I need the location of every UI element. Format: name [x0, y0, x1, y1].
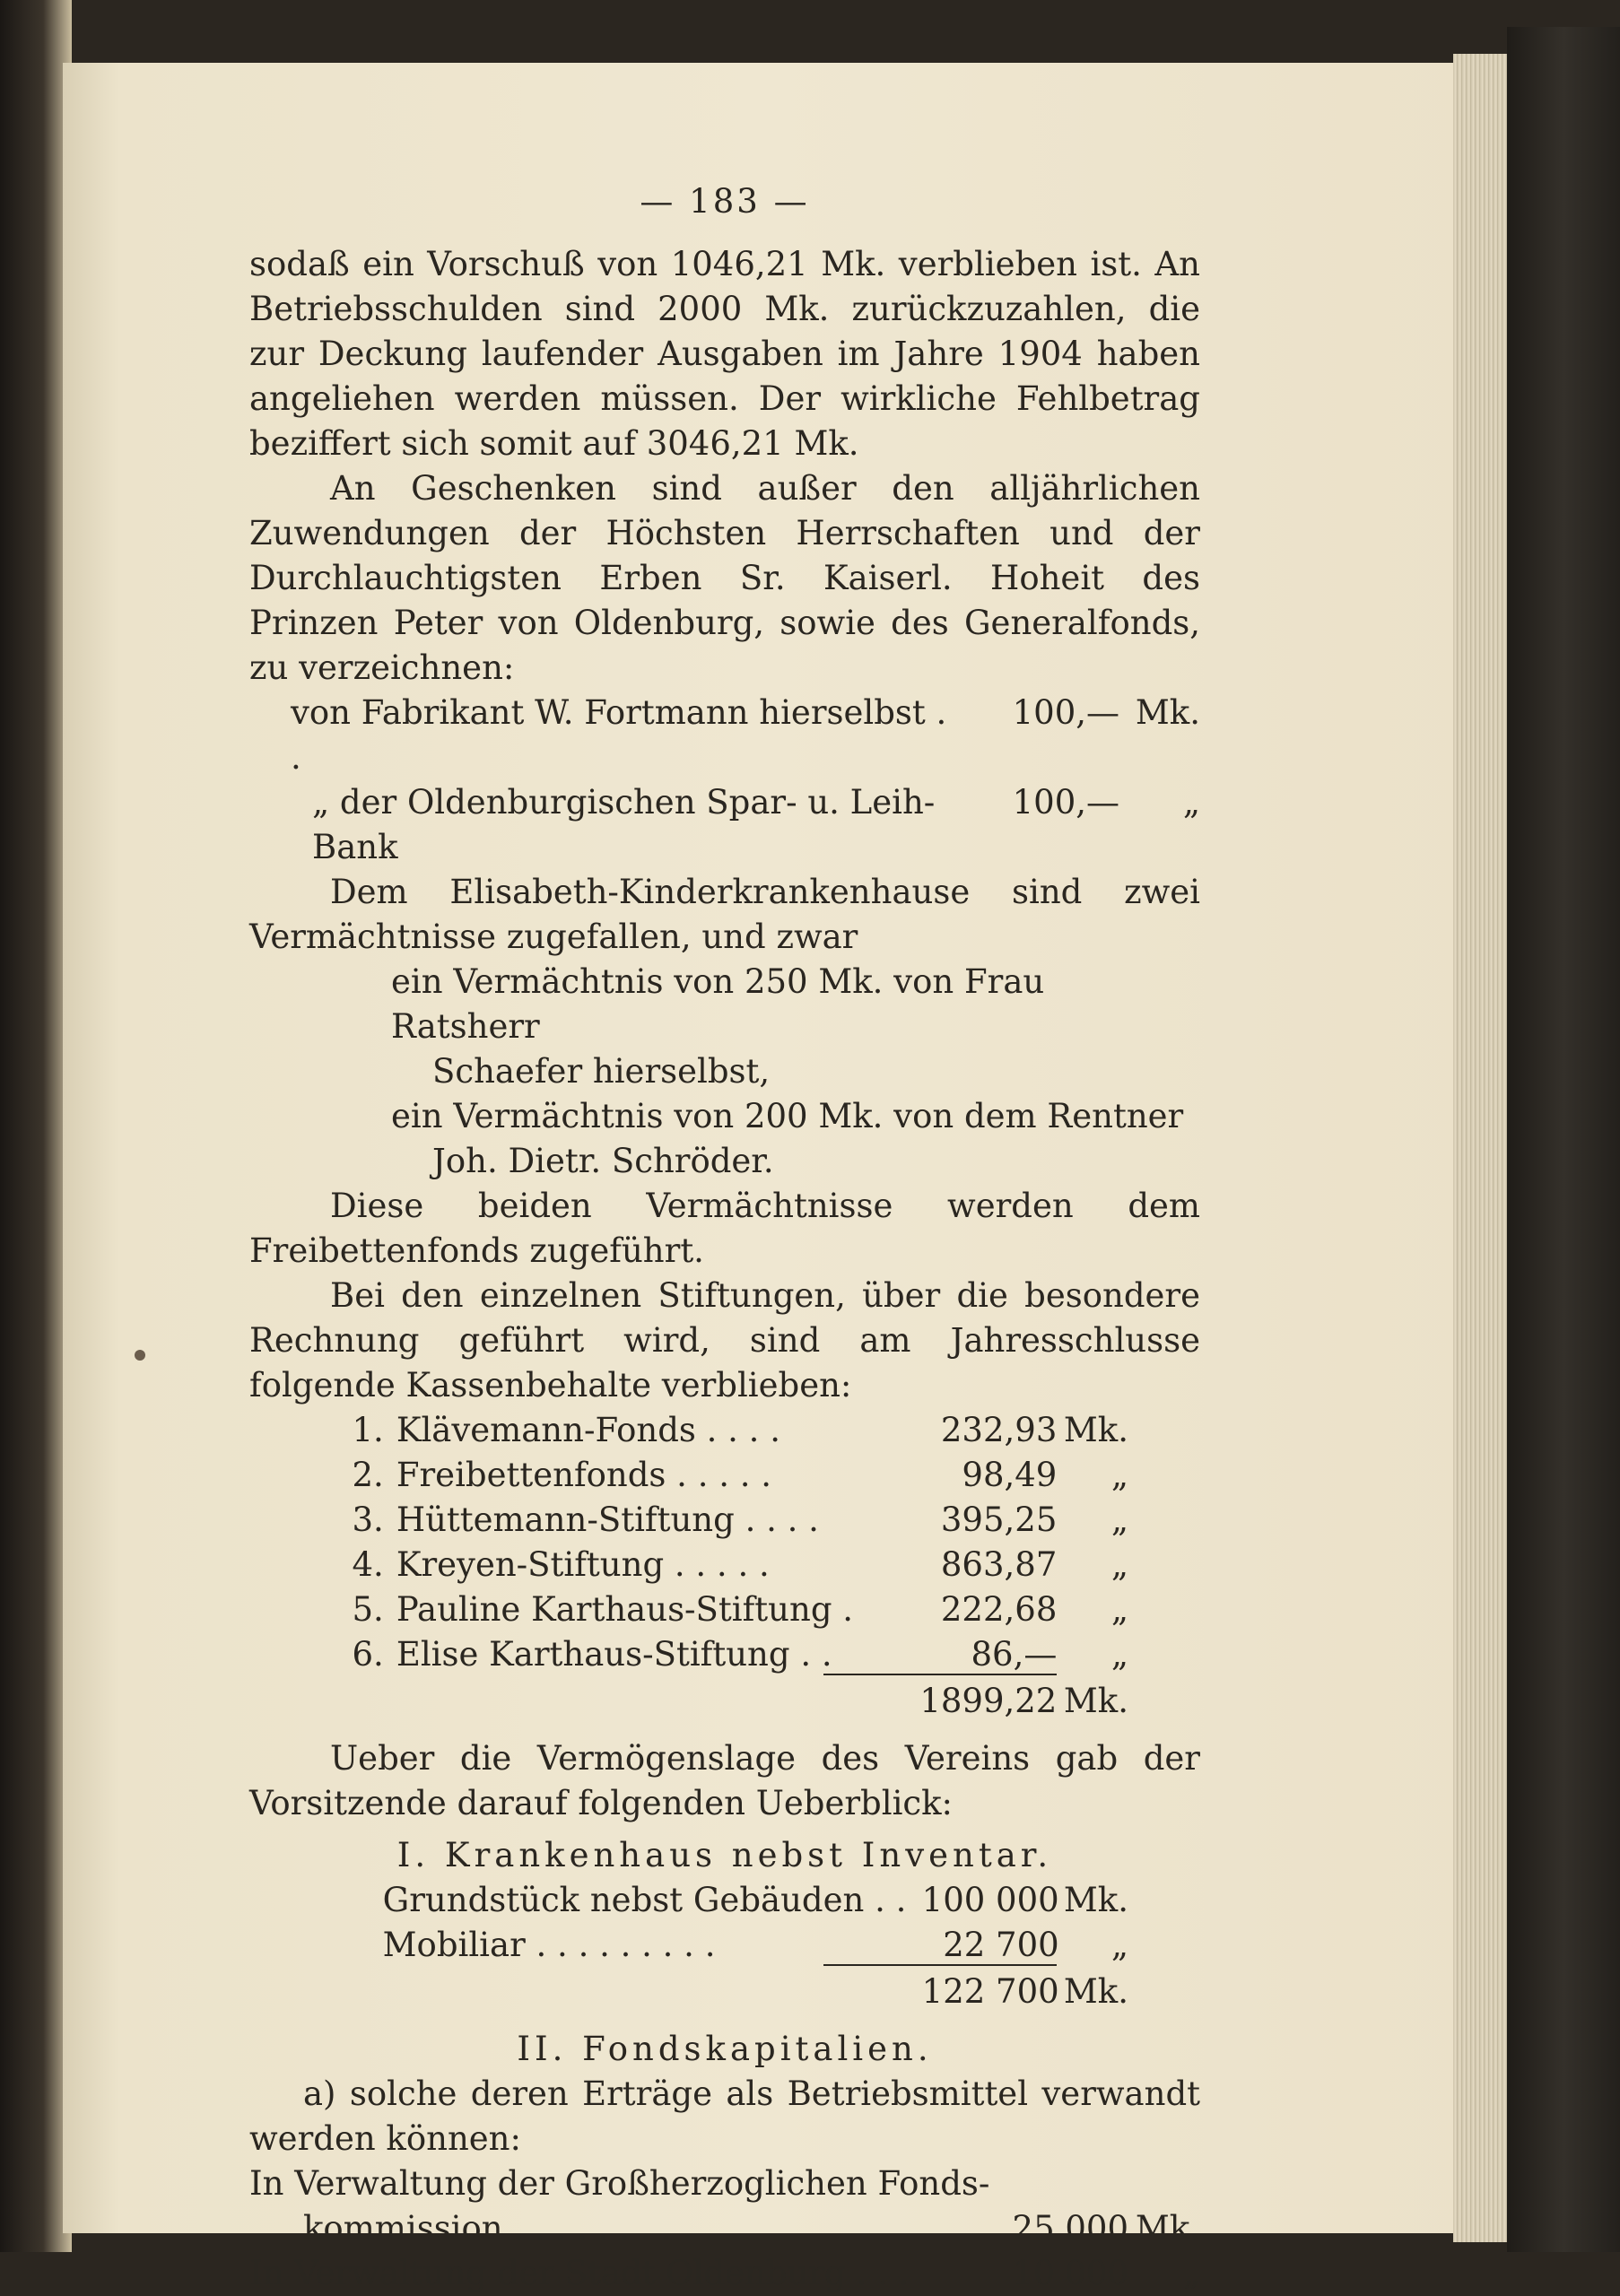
section-heading-hospital: I. Krankenhaus nebst Inventar. [396, 1836, 1053, 1874]
section-heading-capitals: II. Fondskapitalien. [517, 2030, 933, 2068]
capital-row [249, 2251, 1200, 2296]
paragraph-bequests-intro: Dem Elisabeth-Kinderkrankenhause sind zwei Vermächtnisse zugefallen, und zwar [249, 873, 1200, 956]
empty-cell [348, 1970, 383, 2014]
row-number: 5. [352, 1590, 384, 1629]
foundations-total-amount: 1899,22 [919, 1682, 1058, 1720]
foundation-unit: „ [1110, 1500, 1128, 1539]
gift-text: „ der Oldenburgischen Spar- u. Leih-Bank [312, 783, 936, 866]
gift-list [249, 691, 1200, 870]
book-left-edge [0, 0, 72, 2252]
foundation-unit: „ [1110, 1590, 1128, 1629]
capital-amount: 25 000 [1012, 2209, 1128, 2248]
book-cover-right [1507, 27, 1620, 2252]
paragraph-balances-intro: Bei den einzelnen Stiftungen, über die besondere Rechnung geführt wird, sind am Jahresschlusse folgende Kassenbehalte verblieben: [249, 1276, 1200, 1405]
paragraph-deficit: sodaß ein Vorschuß von 1046,21 Mk. verblieben ist. An Betriebsschulden sind 2000 Mk. zurückzuzahlen, die zur Deckung laufender Ausgaben im Jahre 1904 haben angeliehen werden müssen. Der wirkliche Fehlbetrag beziffert sich somit auf 3046,21 Mk. [249, 245, 1200, 463]
row-number: 3. [352, 1500, 384, 1539]
row-number: 1. [352, 1411, 384, 1449]
paragraph-overview-intro: Ueber die Vermögenslage des Vereins gab der Vorsitzende darauf folgenden Ueberblick: [249, 1739, 1200, 1822]
inventory-name: Mobiliar . . . . . . . . . [382, 1926, 716, 1964]
capital-name: In Verwaltung der Stadt Oldenburg . . . [249, 2254, 910, 2292]
foundation-name: Freibettenfonds . . . . . [396, 1456, 772, 1494]
paragraph-capitals-intro: a) solche deren Erträge als Betriebsmittel verwandt werden können: [249, 2074, 1200, 2158]
inventory-amount: 100 000 [921, 1881, 1059, 1919]
paragraph-bequests-use: Diese beiden Vermächtnisse werden dem Freibettenfonds zugeführt. [249, 1187, 1200, 1270]
page-content [249, 179, 1200, 2296]
gift-unit: „ [1182, 783, 1200, 822]
bequest-item [249, 960, 1200, 1094]
empty-cell [384, 1679, 914, 1724]
inventory-unit: „ [1110, 1926, 1128, 1964]
bequest-line: ein Vermächtnis von 250 Mk. von Frau Ratsherr [391, 962, 1045, 1046]
paper-speck [135, 1350, 145, 1361]
paragraph-gifts-intro: An Geschenken sind außer den alljährlichen Zuwendungen der Höchsten Herrschaften und der Durchlauchtigsten Erben Sr. Kaiserl. Hoheit des Prinzen Peter von Oldenburg, sowie des Generalfonds, zu verzeichnen: [249, 469, 1200, 687]
gift-text: von Fabrikant W. Fortmann hierselbst . . [291, 693, 947, 777]
gift-row [249, 691, 1200, 780]
capital-name: kommission . . . . . . . . . . [303, 2209, 714, 2248]
table-row [348, 1453, 1128, 1498]
table-row [348, 1498, 1128, 1543]
foundations-total-unit: Mk. [1063, 1682, 1128, 1720]
empty-cell [348, 1878, 383, 1923]
foundation-amount: 98,49 [962, 1456, 1058, 1494]
empty-cell [383, 1970, 920, 2014]
foundation-name: Kreyen-Stiftung . . . . . [396, 1545, 770, 1584]
foundation-unit: Mk. [1063, 1411, 1128, 1449]
capital-line: In Verwaltung der Großherzoglichen Fonds- [249, 2164, 990, 2203]
inventory-amount: 22 700 [943, 1926, 1059, 1964]
table-row [348, 1543, 1128, 1587]
capital-row [249, 2206, 1200, 2251]
foundation-name: Elise Karthaus-Stiftung . . [396, 1635, 832, 1674]
inventory-name: Grundstück nebst Gebäuden . . [382, 1881, 907, 1919]
table-row [348, 1632, 1128, 1677]
capital-unit: „ [1182, 2254, 1200, 2292]
foundation-unit: „ [1110, 1456, 1128, 1494]
foundation-unit: „ [1110, 1635, 1128, 1674]
foundation-name: Hüttemann-Stiftung . . . . [396, 1500, 819, 1539]
page-stack-edge [1453, 54, 1507, 2242]
foundations-table [348, 1408, 1128, 1724]
foundation-amount: 222,68 [940, 1590, 1058, 1629]
bequest-item [249, 1094, 1200, 1184]
table-row [348, 1923, 1128, 1968]
foundation-amount: 395,25 [940, 1500, 1058, 1539]
table-row [348, 1587, 1128, 1632]
gift-value: 100,— [1012, 693, 1119, 732]
bequest-line: Schaefer hierselbst, [432, 1052, 771, 1091]
row-number: 6. [352, 1635, 384, 1674]
inventory-total-unit: Mk. [1063, 1972, 1128, 2011]
foundation-amount: 232,93 [940, 1411, 1058, 1449]
foundation-name: Klävemann-Fonds . . . . [396, 1411, 780, 1449]
gift-row [249, 780, 1200, 870]
gift-unit: Mk. [1135, 693, 1200, 732]
foundation-name: Pauline Karthaus-Stiftung . [396, 1590, 854, 1629]
bequest-line: ein Vermächtnis von 200 Mk. von dem Rentner [391, 1097, 1184, 1135]
row-number: 4. [352, 1545, 384, 1584]
foundation-unit: „ [1110, 1545, 1128, 1584]
inventory-table [348, 1878, 1128, 2014]
empty-cell [348, 1679, 384, 1724]
bequest-line: Joh. Dietr. Schröder. [432, 1142, 774, 1180]
foundation-amount: 86,— [971, 1635, 1058, 1674]
total-row [348, 1970, 1128, 2014]
page-number: — 183 — [640, 182, 810, 221]
gift-value: 100,— [1012, 783, 1119, 822]
capital-unit: Mk. [1135, 2209, 1200, 2248]
inventory-total-amount: 122 700 [921, 1972, 1059, 2011]
row-number: 2. [352, 1456, 384, 1494]
capitals-list [249, 2161, 1200, 2296]
table-row [348, 1878, 1128, 1923]
empty-cell [348, 1923, 383, 1968]
inventory-unit: Mk. [1063, 1881, 1128, 1919]
total-row [348, 1679, 1128, 1724]
foundation-amount: 863,87 [940, 1545, 1058, 1584]
capital-amount: 10 000 [1012, 2254, 1128, 2292]
table-row [348, 1408, 1128, 1453]
